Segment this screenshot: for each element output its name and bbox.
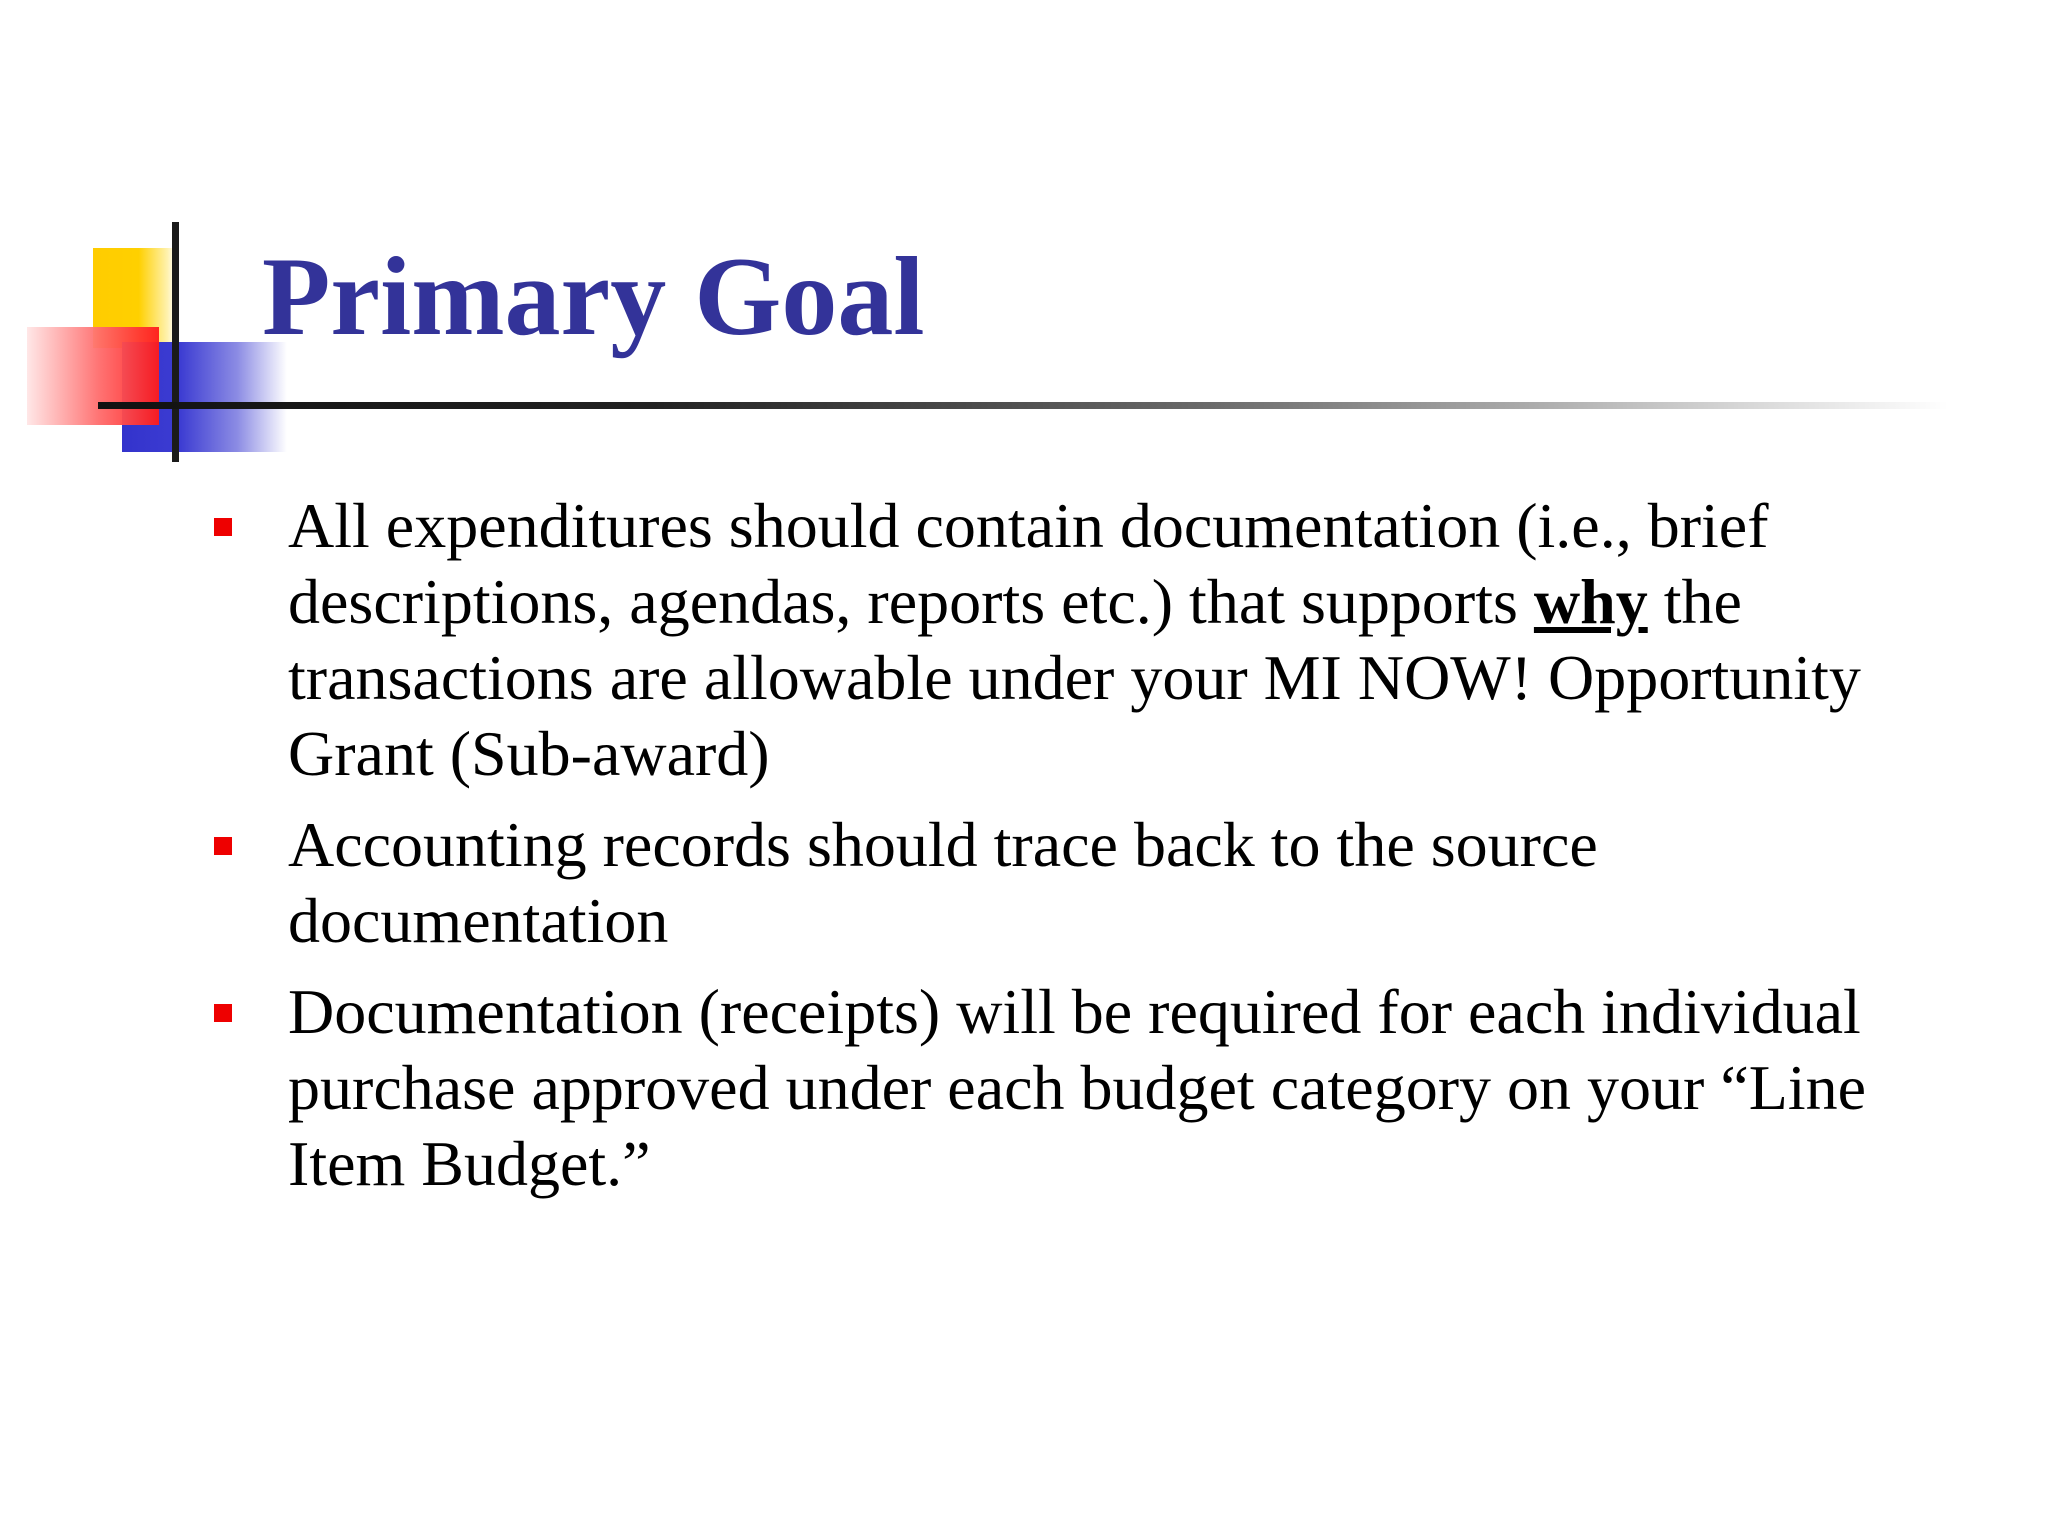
bullet-text: Accounting records should trace back to the source documentation bbox=[288, 809, 1598, 956]
bullet-item bbox=[210, 488, 1890, 792]
bullet-list bbox=[210, 488, 1890, 1217]
bullet-item bbox=[210, 807, 1890, 959]
slide-title: Primary Goal bbox=[262, 235, 925, 359]
bullet-text: All expenditures should contain documentation (i.e., brief descriptions, agendas, reports etc.) that supports bbox=[288, 490, 1769, 637]
bullet-text-continued: the transactions are allowable under your MI NOW! Opportunity Grant (Sub-award) bbox=[288, 566, 1861, 789]
bullet-emphasis: why bbox=[1533, 566, 1648, 637]
red-square-bullet-icon bbox=[214, 1004, 232, 1022]
red-square-bullet-icon bbox=[214, 518, 232, 536]
decorative-red-square bbox=[27, 327, 159, 425]
decorative-vertical-line bbox=[172, 222, 179, 462]
red-square-bullet-icon bbox=[214, 837, 232, 855]
bullet-text: Documentation (receipts) will be required for each individual purchase approved under each budget category on your “Line Item Budget.” bbox=[288, 976, 1866, 1199]
bullet-item bbox=[210, 974, 1890, 1202]
title-underline-rule bbox=[98, 402, 1948, 409]
